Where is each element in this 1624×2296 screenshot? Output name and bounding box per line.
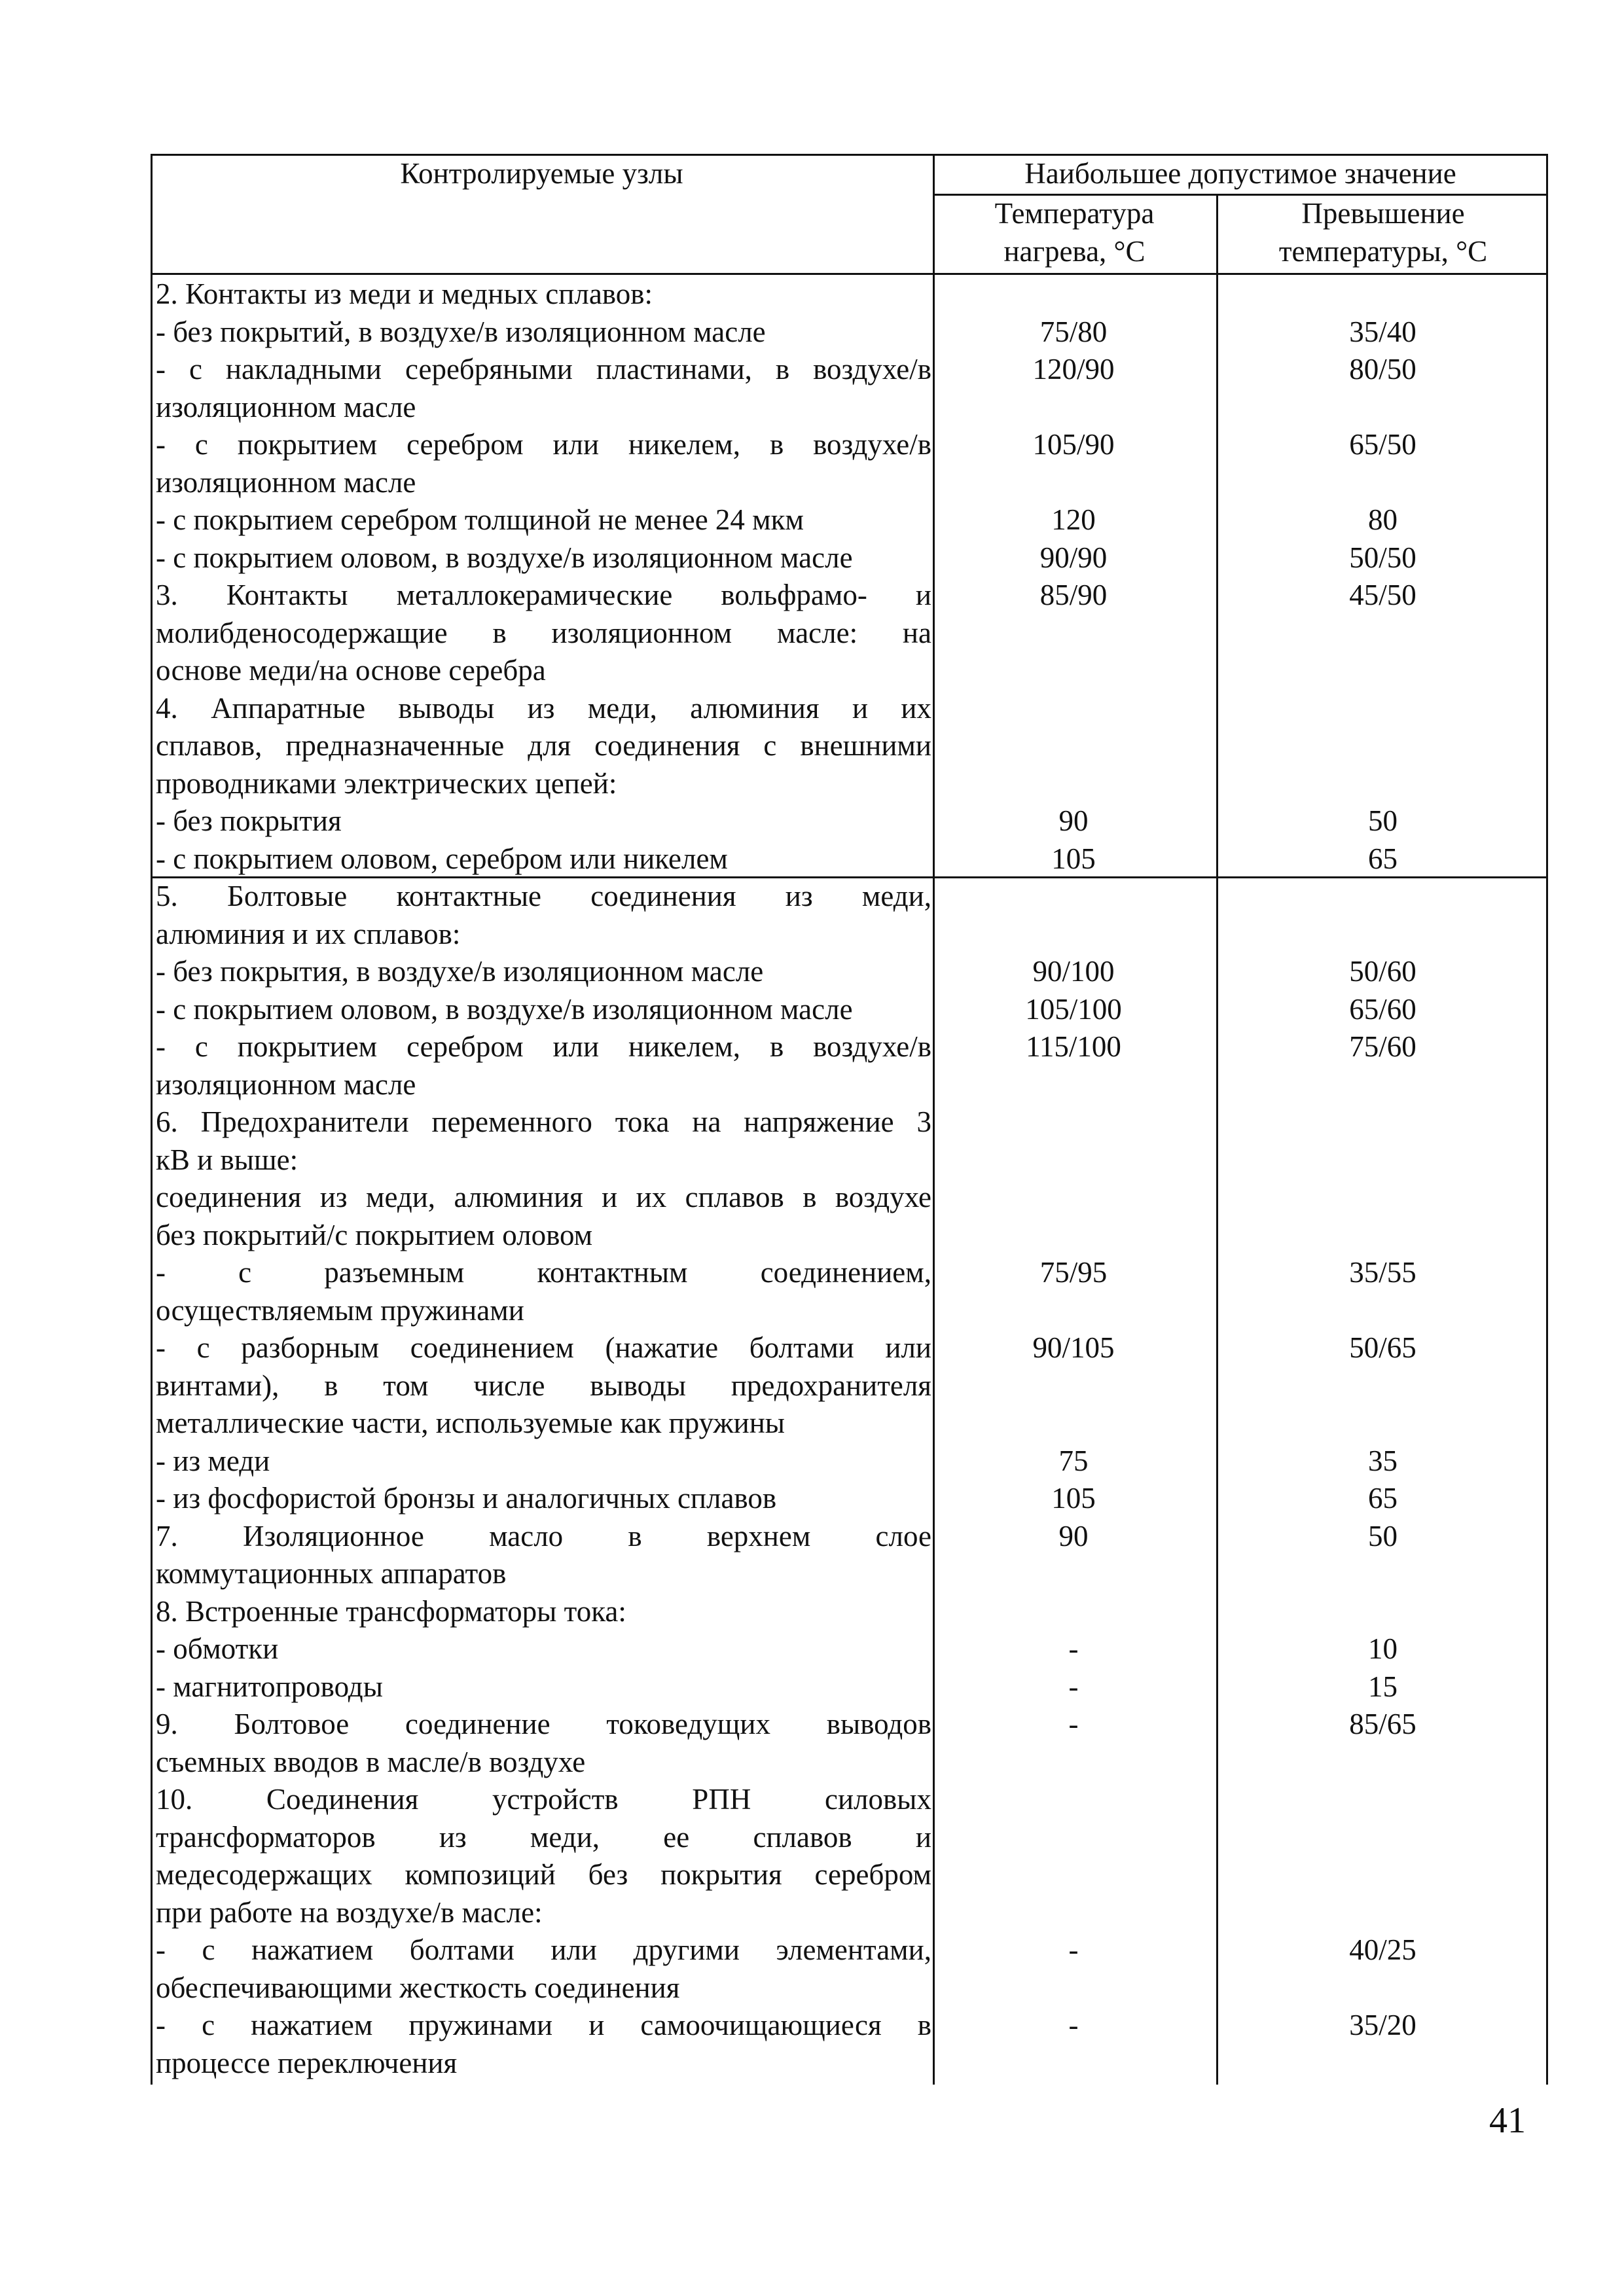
row-text: трансформаторов из меди, ее сплавов и	[156, 1820, 931, 1854]
row-text: винтами), в том числе выводы предохранителя	[156, 1369, 931, 1402]
row-heating-temperature: 105	[1051, 1482, 1096, 1515]
row-text: 10. Соединения устройств РПН силовых	[156, 1783, 931, 1816]
row-heating-temperature: 75/80	[1039, 315, 1108, 348]
header-temperature-rise-line2: температуры, °С	[1278, 234, 1488, 268]
row-text: 2. Контакты из меди и медных сплавов:	[156, 278, 653, 310]
row-text: - магнитопроводы	[156, 1670, 383, 1703]
row-heating-temperature: 120	[1051, 503, 1096, 536]
row-temperature-rise: 50/65	[1349, 1331, 1416, 1364]
row-text: медесодержащих композиций без покрытия серебром	[156, 1858, 931, 1891]
header-controlled-nodes: Контролируемые узлы	[400, 157, 683, 190]
row-heating-temperature: 75	[1058, 1444, 1089, 1477]
row-text: осуществляемым пружинами	[156, 1293, 524, 1327]
row-heating-temperature: 90	[1058, 804, 1089, 837]
row-text: изоляционном масле	[156, 1067, 416, 1101]
row-text: - с нажатием пружинами и самоочищающиеся в	[156, 2009, 931, 2041]
table-left-border	[151, 154, 153, 2085]
row-text: - с покрытием серебром толщиной не менее 24 мкм	[156, 503, 804, 536]
row-text: коммутационных аппаратов	[156, 1557, 507, 1590]
row-heating-temperature: -	[1068, 1632, 1079, 1665]
header-heating-temperature-line2: нагрева, °С	[1003, 234, 1146, 268]
row-heating-temperature: 85/90	[1039, 579, 1108, 611]
row-temperature-rise: 65/50	[1349, 428, 1416, 461]
row-temperature-rise: 35/40	[1349, 315, 1416, 348]
header-temperature-rise-line1: Превышение	[1301, 197, 1465, 230]
row-heating-temperature: 90/100	[1032, 955, 1115, 988]
row-text: съемных вводов в масле/в воздухе	[156, 1745, 586, 1778]
row-text: - без покрытия	[156, 804, 342, 837]
row-heating-temperature: -	[1068, 1708, 1079, 1740]
row-heating-temperature: -	[1068, 1933, 1079, 1966]
row-text: 8. Встроенные трансформаторы тока:	[156, 1594, 626, 1628]
row-text: 7. Изоляционное масло в верхнем слое	[156, 1519, 931, 1552]
row-text: - с покрытием оловом, в воздухе/в изоляционном масле	[156, 541, 853, 574]
row-temperature-rise: 35/55	[1349, 1256, 1416, 1289]
row-heating-temperature: -	[1068, 2009, 1079, 2041]
row-temperature-rise: 45/50	[1349, 579, 1416, 611]
row-text: - с накладными серебряными пластинами, в воздухе/в	[156, 353, 931, 386]
row-text: проводниками электрических цепей:	[156, 766, 617, 800]
row-heating-temperature: 115/100	[1026, 1030, 1121, 1063]
row-heating-temperature: 90	[1058, 1519, 1089, 1552]
row-text: без покрытий/с покрытием оловом	[156, 1218, 593, 1251]
row-temperature-rise: 80	[1368, 503, 1398, 536]
row-text: сплавов, предназначенные для соединения с внешними	[156, 729, 931, 762]
row-text: алюминия и их сплавов:	[156, 917, 461, 950]
row-text: - из меди	[156, 1444, 270, 1477]
row-temperature-rise: 15	[1368, 1670, 1398, 1703]
row-heating-temperature: 75/95	[1039, 1256, 1108, 1289]
row-text: изоляционном масле	[156, 390, 416, 423]
row-temperature-rise: 50/60	[1349, 955, 1416, 988]
row-heating-temperature: -	[1068, 1670, 1079, 1703]
row-text: - с покрытием серебром или никелем, в воздухе/в	[156, 1030, 931, 1063]
row-temperature-rise: 10	[1368, 1632, 1398, 1665]
header-temperature-rise	[1218, 195, 1548, 270]
row-text: молибденосодержащие в изоляционном масле: на	[156, 616, 931, 649]
row-text: - из фосфористой бронзы и аналогичных сплавов	[156, 1482, 777, 1515]
row-text: - без покрытий, в воздухе/в изоляционном масле	[156, 315, 766, 348]
row-temperature-rise: 65	[1368, 842, 1398, 875]
header-bottom-border	[151, 273, 1548, 275]
row-text: изоляционном масле	[156, 465, 416, 499]
row-temperature-rise: 35/20	[1349, 2009, 1416, 2041]
row-text: процессе переключения	[156, 2046, 458, 2079]
row-text: - обмотки	[156, 1632, 279, 1665]
row-temperature-rise: 50	[1368, 804, 1398, 837]
row-temperature-rise: 65/60	[1349, 992, 1416, 1026]
row-text: - с покрытием серебром или никелем, в воздухе/в	[156, 428, 931, 461]
row-text: 6. Предохранители переменного тока на напряжение 3	[156, 1105, 931, 1138]
row-text: - с разборным соединением (нажатие болтами или	[156, 1331, 931, 1364]
row-text: - с покрытием оловом, серебром или никелем	[156, 842, 728, 875]
row-heating-temperature: 105	[1051, 842, 1096, 875]
header-max-permissible-value: Наибольшее допустимое значение	[1024, 157, 1456, 190]
row-heating-temperature: 120/90	[1032, 353, 1115, 386]
column-divider-2	[1216, 194, 1218, 2085]
row-text: соединения из меди, алюминия и их сплавов в воздухе	[156, 1181, 931, 1213]
row-temperature-rise: 35	[1368, 1444, 1398, 1477]
page-number: 41	[1489, 2100, 1526, 2141]
row-text: - без покрытия, в воздухе/в изоляционном масле	[156, 955, 764, 988]
row-text: 4. Аппаратные выводы из меди, алюминия и их	[156, 691, 931, 725]
limits-table	[151, 154, 1548, 2085]
row-text: 5. Болтовые контактные соединения из меди,	[156, 880, 931, 912]
row-text: 3. Контакты металлокерамические вольфрамо- и	[156, 579, 931, 611]
row-text: - с нажатием болтами или другими элементами,	[156, 1933, 931, 1966]
row-heating-temperature: 90/90	[1039, 541, 1108, 574]
row-heating-temperature: 105/90	[1032, 428, 1115, 461]
row-heating-temperature: 105/100	[1025, 992, 1122, 1026]
row-text: при работе на воздухе/в масле:	[156, 1895, 543, 1929]
row-temperature-rise: 40/25	[1349, 1933, 1416, 1966]
row-text: кВ и выше:	[156, 1143, 298, 1176]
row-temperature-rise: 50/50	[1349, 541, 1416, 574]
header-heating-temperature-line1: Температура	[994, 197, 1155, 230]
row-heating-temperature: 90/105	[1032, 1331, 1115, 1364]
row-temperature-rise: 80/50	[1349, 353, 1416, 386]
row-text: обеспечивающими жесткость соединения	[156, 1971, 680, 2004]
row-text: - с покрытием оловом, в воздухе/в изоляционном масле	[156, 992, 853, 1026]
row-text: металлические части, используемые как пружины	[156, 1407, 785, 1439]
row-temperature-rise: 50	[1368, 1519, 1398, 1552]
row-text: - с разъемным контактным соединением,	[156, 1256, 931, 1289]
row-temperature-rise: 65	[1368, 1482, 1398, 1515]
row-text: основе меди/на основе серебра	[156, 654, 546, 687]
row-temperature-rise: 75/60	[1349, 1030, 1416, 1063]
header-heating-temperature	[933, 195, 1216, 270]
row-text: 9. Болтовое соединение токоведущих выводов	[156, 1708, 931, 1740]
row-temperature-rise: 85/65	[1349, 1708, 1416, 1740]
